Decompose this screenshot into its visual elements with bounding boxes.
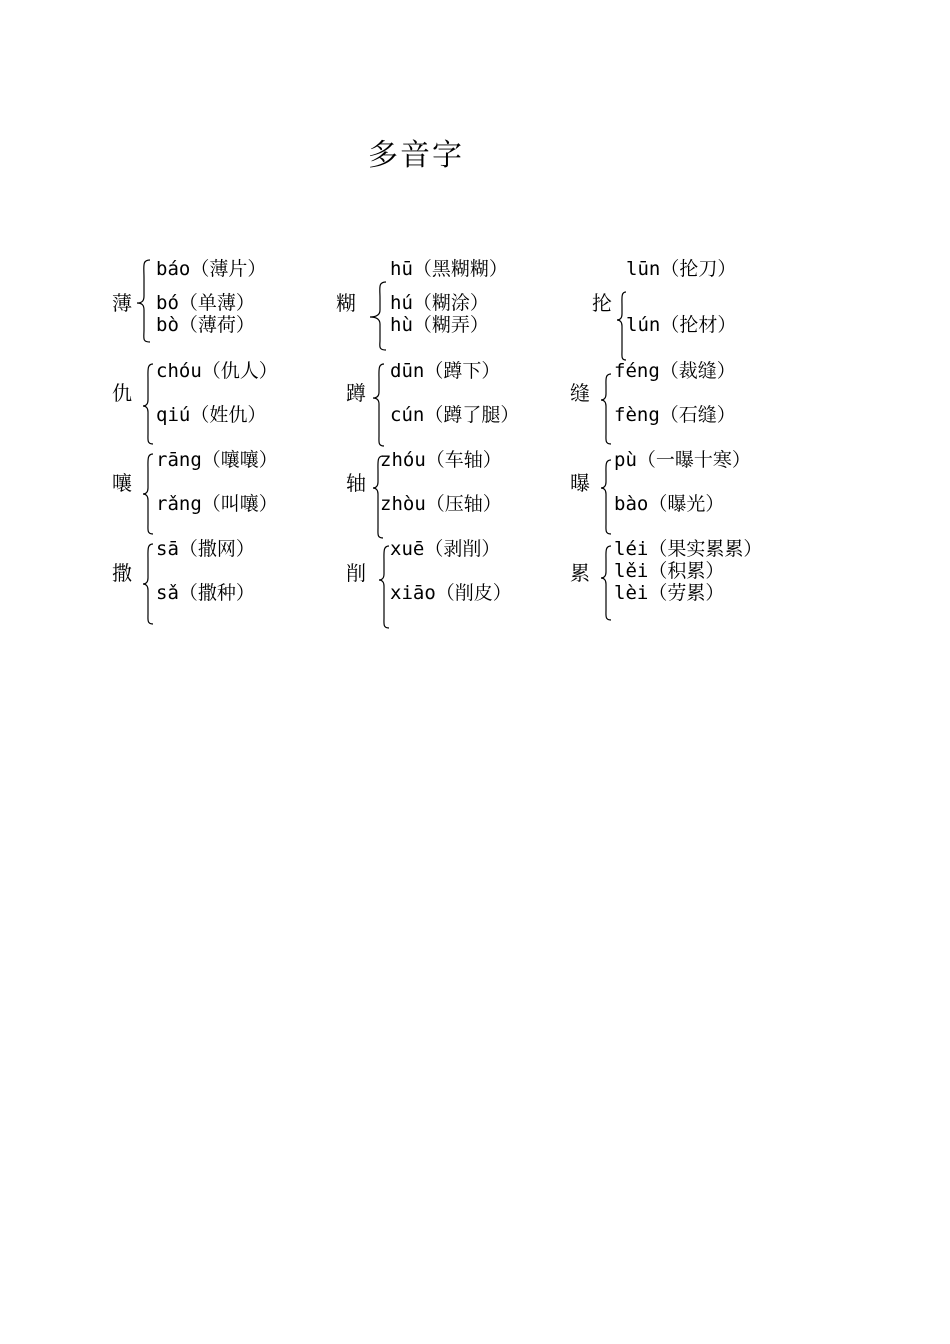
entry-reading: xuē（剥削） [390,538,501,560]
brace-icon [600,372,614,446]
entry-reading: zhòu（压轴） [380,493,502,515]
entry-char: 糊 [336,291,356,315]
entry-reading: dūn（蹲下） [390,360,501,382]
entry-char: 仇 [112,381,132,405]
brace-icon [368,280,390,352]
entry-reading: lún（抡材） [626,314,737,336]
entry-reading: qiú（姓仇） [156,404,267,426]
entry-reading: bó（单薄） [156,292,255,314]
entry-reading: sā（撒网） [156,538,255,560]
entry-reading: rāng（嚷嚷） [156,449,278,471]
entry-char: 曝 [570,471,590,495]
entry-reading: cún（蹲了腿） [390,404,520,426]
brace-icon [600,458,614,536]
entry-reading: rǎng（叫嚷） [156,493,278,515]
brace-icon [142,362,156,446]
entry-reading: pù（一曝十寒） [614,449,751,471]
entry-reading: sǎ（撒种） [156,582,255,604]
entry-reading: zhóu（车轴） [380,449,502,471]
page-title: 多音字 [368,138,464,173]
entry-reading: hū（黑糊糊） [390,258,508,280]
entry-char: 缝 [570,381,590,405]
entry-reading: báo（薄片） [156,258,267,280]
entry-reading: fèng（石缝） [614,404,736,426]
entry-char: 削 [346,561,366,585]
entry-char: 累 [570,561,590,585]
brace-icon [142,452,156,536]
entry-reading: bào（曝光） [614,493,725,515]
entry-reading: lūn（抡刀） [626,258,737,280]
entry-char: 撒 [112,561,132,585]
entry-reading: chóu（仇人） [156,360,278,382]
entry-reading: hù（糊弄） [390,314,489,336]
entry-reading: lèi（劳累） [614,582,725,604]
entry-reading: xiāo（削皮） [390,582,512,604]
entry-reading: féng（裁缝） [614,360,736,382]
entry-reading: bò（薄荷） [156,314,255,336]
entry-char: 薄 [112,291,132,315]
brace-icon [600,544,614,622]
entry-char: 轴 [346,471,366,495]
entry-reading: lěi（积累） [614,560,725,582]
entry-reading: hú（糊涂） [390,292,489,314]
brace-icon [142,542,156,626]
brace-icon [372,362,388,448]
brace-icon [136,258,156,344]
entry-char: 嚷 [112,471,132,495]
entry-reading: léi（果实累累） [614,538,763,560]
entry-char: 抡 [592,291,612,315]
entry-char: 蹲 [346,381,366,405]
